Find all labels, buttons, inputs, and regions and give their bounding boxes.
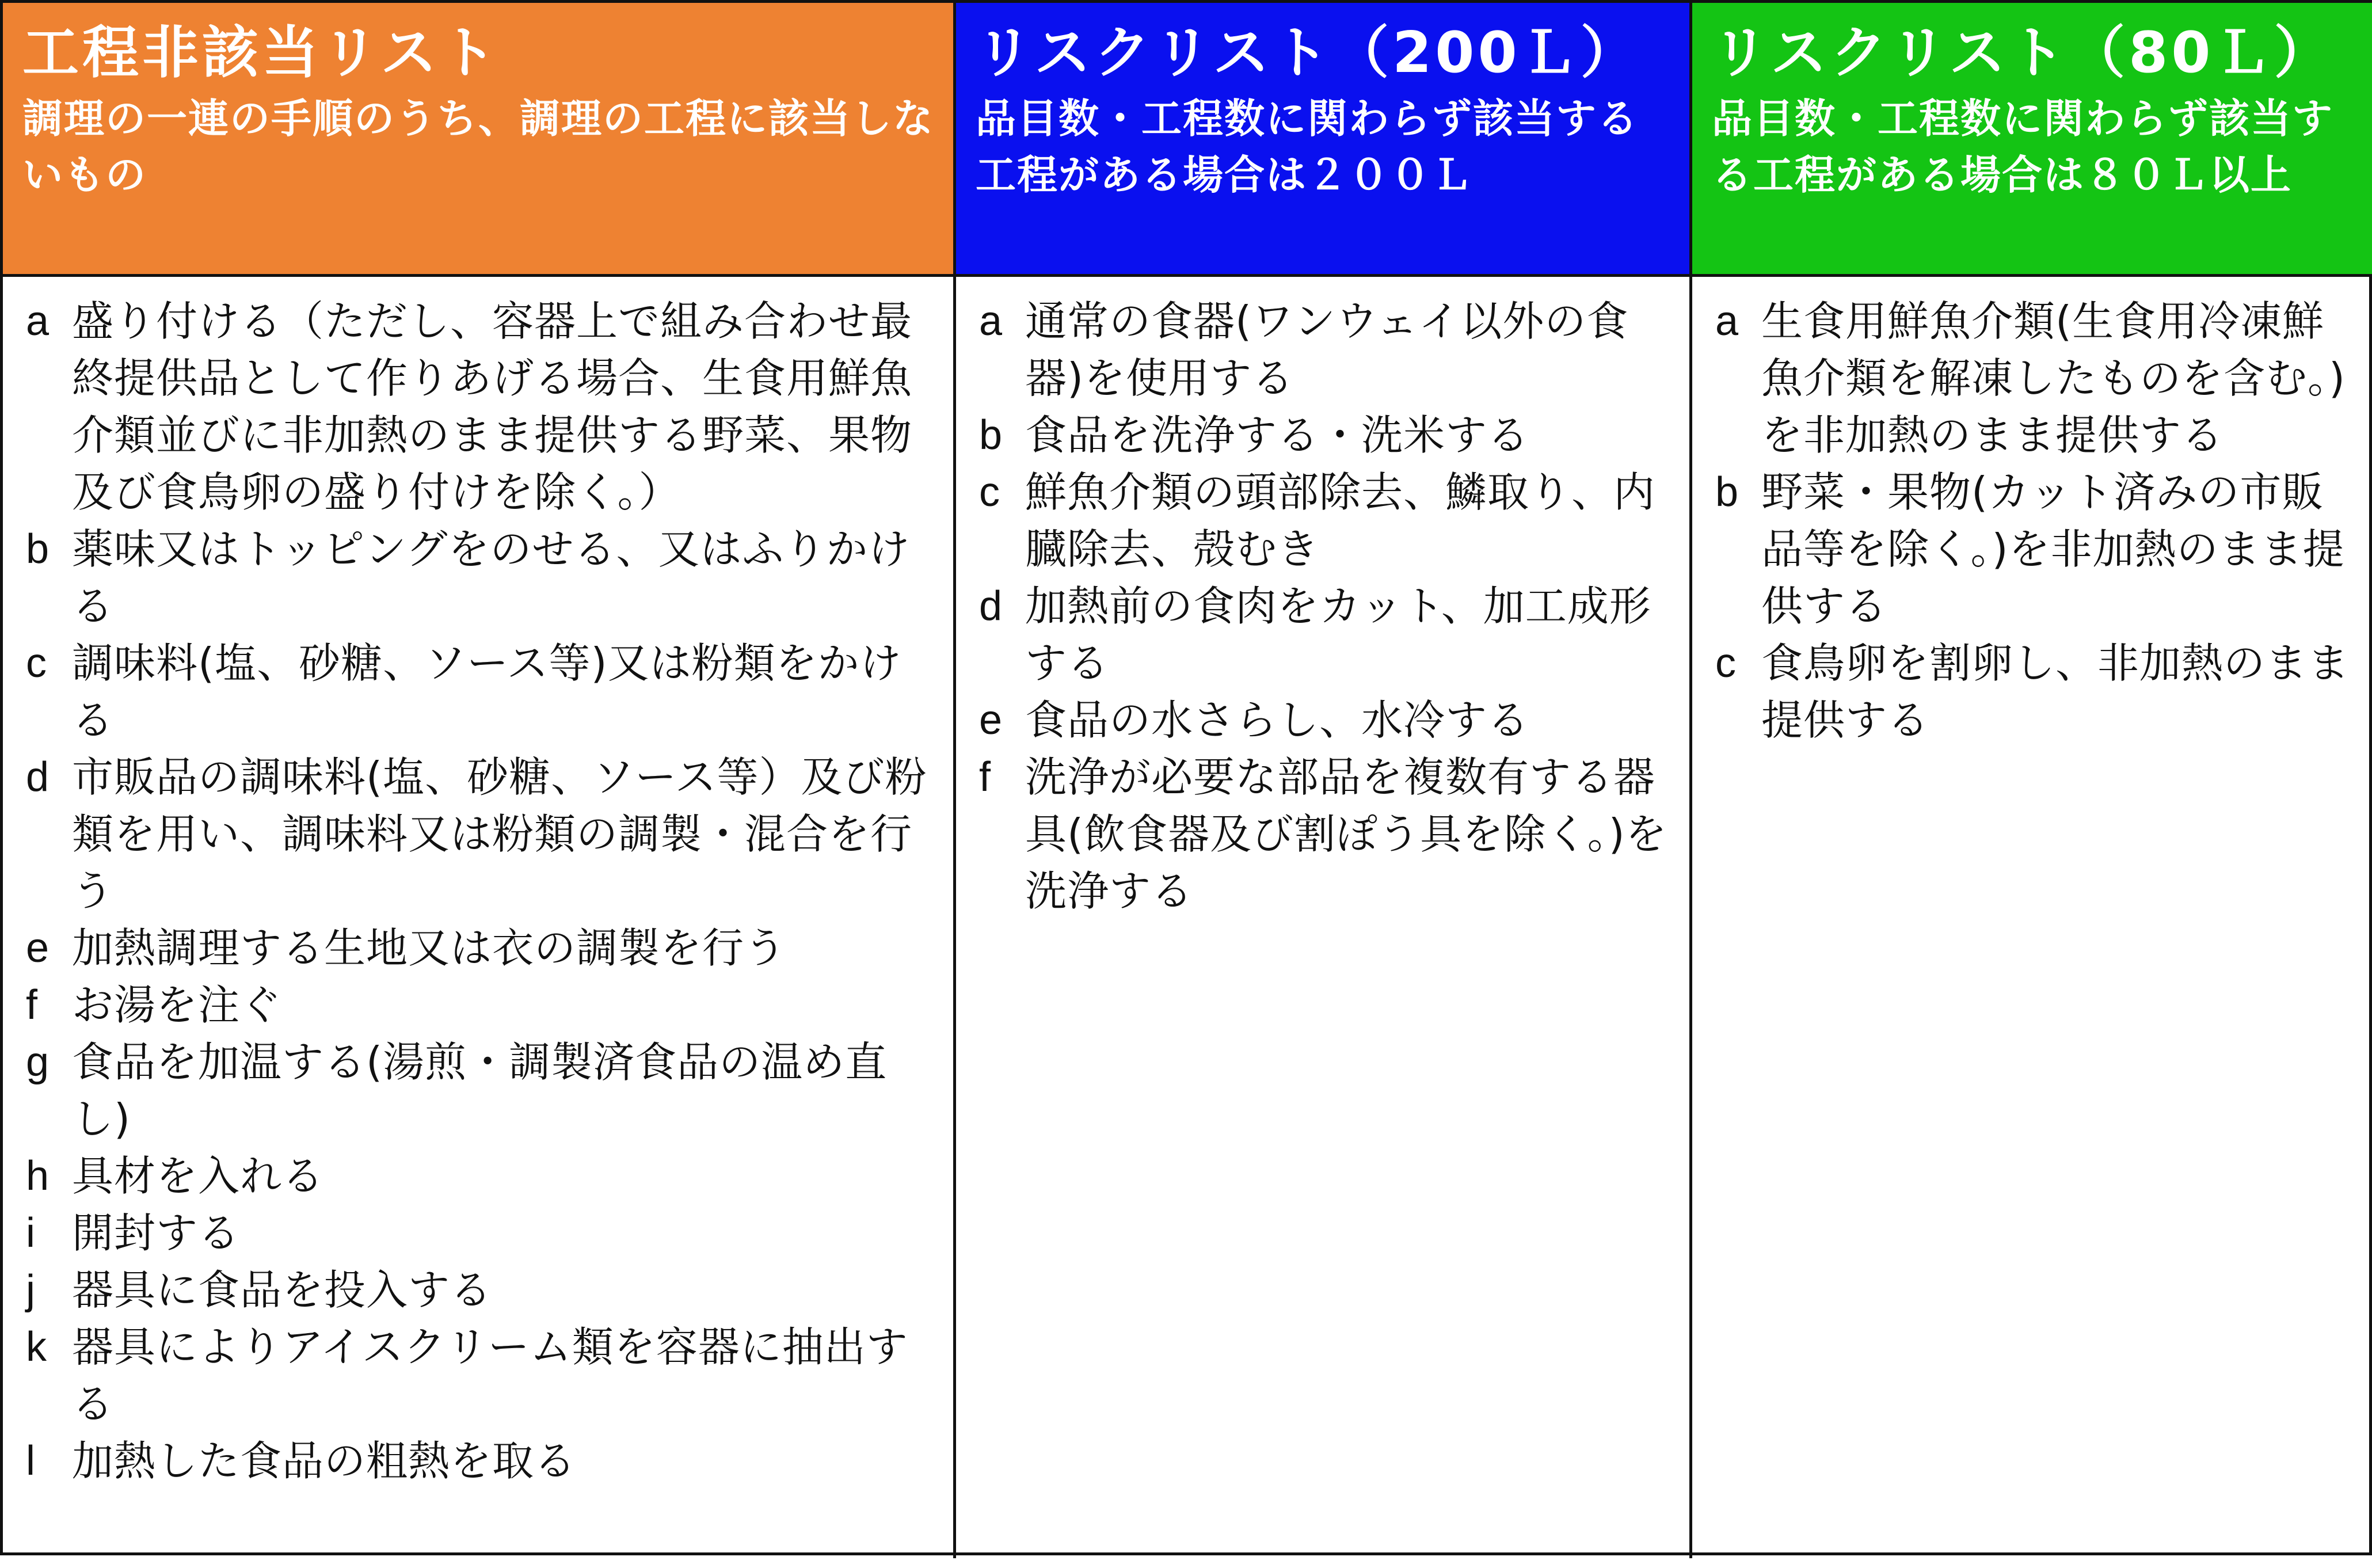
list-item (26, 1205, 937, 1262)
item-text: 食品を加温する(湯煎・調製済食品の温め直し) (72, 1038, 888, 1143)
item-marker: h (26, 1153, 50, 1199)
item-text: 生食用鮮魚介類(生食用冷凍鮮魚介類を解凍したものを含む。)を非加熱のまま提供する (1761, 297, 2346, 459)
item-text: 鮮魚介類の頭部除去、鱗取り、内臓除去、殻むき (1025, 468, 1656, 573)
item-marker: e (979, 697, 1003, 743)
column-title: 工程非該当リスト (22, 20, 501, 86)
list-risk-200l (956, 277, 1692, 1558)
item-text: お湯を注ぐ (72, 981, 283, 1029)
item-text: 通常の食器(ワンウェイ以外の食器)を使用する (1025, 297, 1629, 402)
item-marker: b (26, 526, 50, 572)
list-item (26, 635, 937, 749)
item-text: 器具によりアイスクリーム類を容器に抽出する (72, 1323, 908, 1428)
item-marker: d (979, 583, 1003, 629)
item-text: 盛り付ける（ただし、容器上で組み合わせ最終提供品として作りあげる場合、生食用鮮魚介類並びに非加熱のまま提供する野菜、果物及び食鳥卵の盛り付けを除く。） (72, 297, 913, 516)
item-text: 具材を入れる (72, 1152, 325, 1200)
item-text: 加熱調理する生地又は衣の調製を行う (72, 924, 787, 972)
item-text: 食品の水さらし、水冷する (1025, 696, 1530, 744)
list-item (26, 920, 937, 977)
list-item (26, 749, 937, 920)
list-item (26, 1262, 937, 1319)
item-marker: c (26, 640, 47, 686)
item-text: 野菜・果物(カット済みの市販品等を除く。)を非加熱のまま提供する (1761, 468, 2345, 630)
list-item (1715, 464, 2359, 635)
header-risk-200l (956, 3, 1692, 277)
item-marker: a (979, 298, 1003, 344)
item-marker: d (26, 754, 50, 800)
item-text: 食鳥卵を割卵し、非加熱のまま提供する (1761, 639, 2350, 744)
item-marker: e (26, 925, 50, 971)
column-title: リスクリスト（200Ｌ） (976, 20, 1640, 86)
header-risk-80l (1692, 3, 2372, 277)
column-description: 品目数・工程数に関わらず該当する工程がある場合は２００Ｌ (976, 95, 1639, 199)
item-marker: k (26, 1324, 47, 1370)
item-marker: j (26, 1267, 36, 1313)
item-marker: b (979, 412, 1003, 458)
item-text: 食品を洗浄する・洗米する (1025, 411, 1530, 459)
list-item (26, 521, 937, 635)
item-marker: g (26, 1039, 50, 1085)
list-item (1715, 635, 2359, 749)
item-marker: a (26, 298, 50, 344)
list-non-applicable (3, 277, 956, 1558)
item-text: 開封する (72, 1209, 241, 1257)
list-item (26, 1319, 937, 1433)
list-item (26, 1433, 937, 1490)
list-item (979, 293, 1673, 407)
item-marker: a (1715, 298, 1739, 344)
list-item (979, 692, 1673, 749)
item-marker: f (26, 982, 39, 1028)
item-marker: i (26, 1210, 36, 1256)
list-item (26, 1148, 937, 1205)
item-text: 洗浄が必要な部品を複数有する器具(飲食器及び割ぽう具を除く。)を洗浄する (1025, 753, 1667, 915)
item-marker: l (26, 1438, 36, 1484)
item-text: 加熱した食品の粗熱を取る (72, 1437, 577, 1485)
list-risk-80l (1692, 277, 2372, 1558)
item-text: 薬味又はトッピングをのせる、又はふりかける (72, 525, 911, 630)
header-non-applicable (3, 3, 956, 277)
column-description: 品目数・工程数に関わらず該当する工程がある場合は８０Ｌ以上 (1712, 95, 2333, 199)
column-title: リスクリスト（80Ｌ） (1712, 20, 2334, 86)
list-item (979, 464, 1673, 578)
item-text: 加熱前の食肉をカット、加工成形する (1025, 582, 1651, 687)
list-item (26, 1034, 937, 1148)
list-item (979, 749, 1673, 920)
item-marker: f (979, 754, 992, 800)
item-marker: b (1715, 469, 1739, 515)
list-item (26, 977, 937, 1034)
list-item (1715, 293, 2359, 464)
item-marker: c (979, 469, 1000, 515)
item-text: 市販品の調味料(塩、砂糖、ソース等）及び粉類を用い、調味料又は粉類の調製・混合を行う (72, 753, 927, 915)
item-marker: c (1715, 640, 1737, 686)
list-item (979, 407, 1673, 464)
list-item (26, 293, 937, 521)
column-description: 調理の一連の手順のうち、調理の工程に該当しないもの (22, 95, 934, 199)
item-text: 調味料(塩、砂糖、ソース等)又は粉類をかける (72, 639, 902, 744)
list-item (979, 578, 1673, 692)
item-text: 器具に食品を投入する (72, 1266, 493, 1314)
